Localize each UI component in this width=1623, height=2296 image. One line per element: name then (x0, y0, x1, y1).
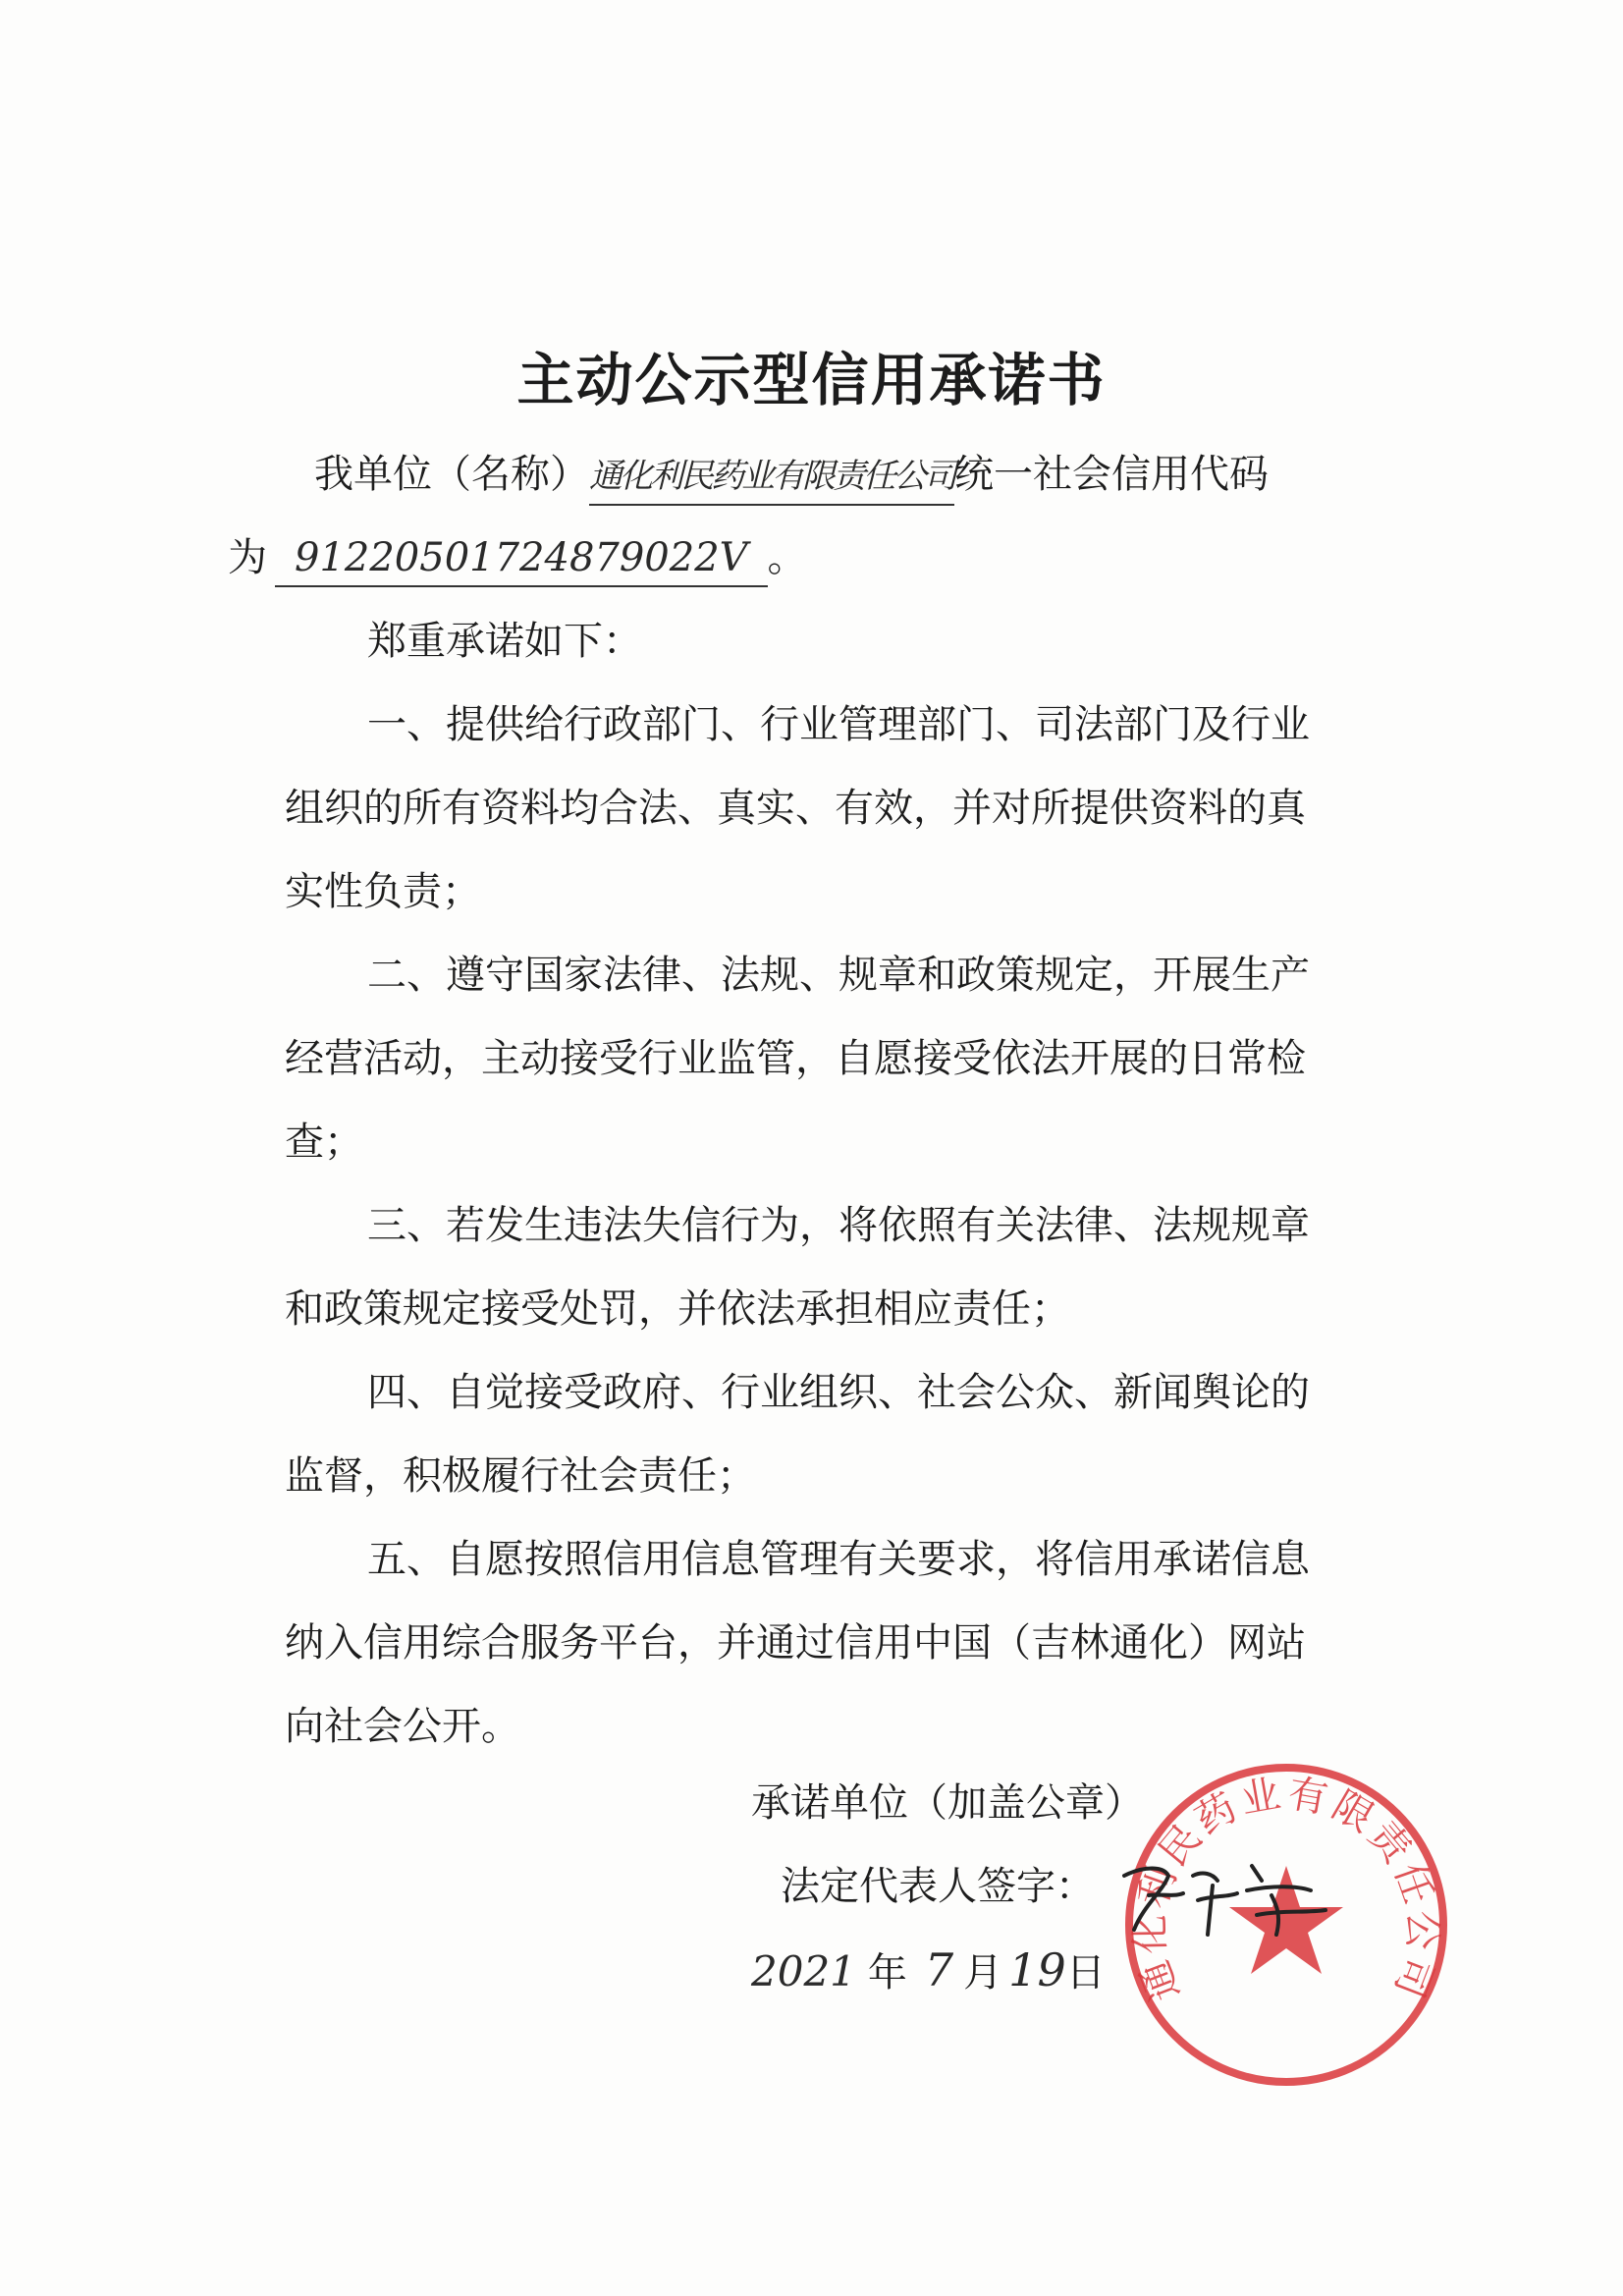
intro-suffix: 统一社会信用代码 (954, 452, 1269, 497)
intro-prefix: 我单位（名称） (314, 452, 589, 497)
clause-1-line-3: 实性负责； (285, 869, 481, 914)
clause-2-line-3: 查； (285, 1120, 363, 1165)
clause-4-line-2: 监督，积极履行社会责任； (285, 1453, 756, 1499)
clause-1-line-1: 一、提供给行政部门、行业管理部门、司法部门及行业 (367, 702, 1310, 747)
clause-1-line-2: 组织的所有资料均合法、真实、有效，并对所提供资料的真 (285, 786, 1306, 831)
clause-5-line-1: 五、自愿按照信用信息管理有关要求，将信用承诺信息 (367, 1537, 1310, 1582)
intro-line-1 (314, 447, 1269, 506)
clause-2-line-2: 经营活动，主动接受行业监管，自愿接受依法开展的日常检 (285, 1036, 1306, 1081)
clause-3-line-1: 三、若发生违法失信行为，将依照有关法律、法规规章 (367, 1203, 1310, 1248)
clause-5-line-2: 纳入信用综合服务平台，并通过信用中国（吉林通化）网站 (285, 1620, 1306, 1666)
clause-3-line-2: 和政策规定接受处罚，并依法承担相应责任； (285, 1286, 1070, 1332)
date-month: 7 (924, 1943, 954, 1996)
intro-line-2 (228, 530, 807, 587)
svg-text:通化利民药业有限责任公司: 通化利民药业有限责任公司 (1127, 1771, 1445, 2007)
date-year-char: 年 (867, 1950, 907, 1995)
credit-code-handwritten: 91220501724879022V (275, 530, 768, 587)
date-month-char: 月 (963, 1950, 1003, 1995)
clause-4-line-1: 四、自觉接受政府、行业组织、社会公众、新闻舆论的 (367, 1370, 1310, 1415)
date-year: 2021 (751, 1947, 856, 1995)
clause-5-line-3: 向社会公开。 (285, 1704, 520, 1749)
document-title: 主动公示型信用承诺书 (516, 347, 1107, 413)
date-day-char: 日 (1065, 1950, 1106, 1995)
date-day: 19 (1008, 1943, 1066, 1996)
unit-name-handwritten: 通化利民药业有限责任公司 (589, 449, 954, 506)
commitment-unit-label: 承诺单位（加盖公章） (751, 1780, 1144, 1826)
intro-suffix-2: 。 (767, 535, 807, 580)
solemn-statement: 郑重承诺如下： (367, 619, 642, 664)
commitment-date (751, 1942, 1106, 2000)
intro-prefix-2: 为 (228, 535, 267, 580)
clause-2-line-1: 二、遵守国家法律、法规、规章和政策规定，开展生产 (367, 953, 1310, 998)
legal-rep-label: 法定代表人签字： (781, 1864, 1095, 1909)
legal-rep-signature (1114, 1846, 1340, 1944)
